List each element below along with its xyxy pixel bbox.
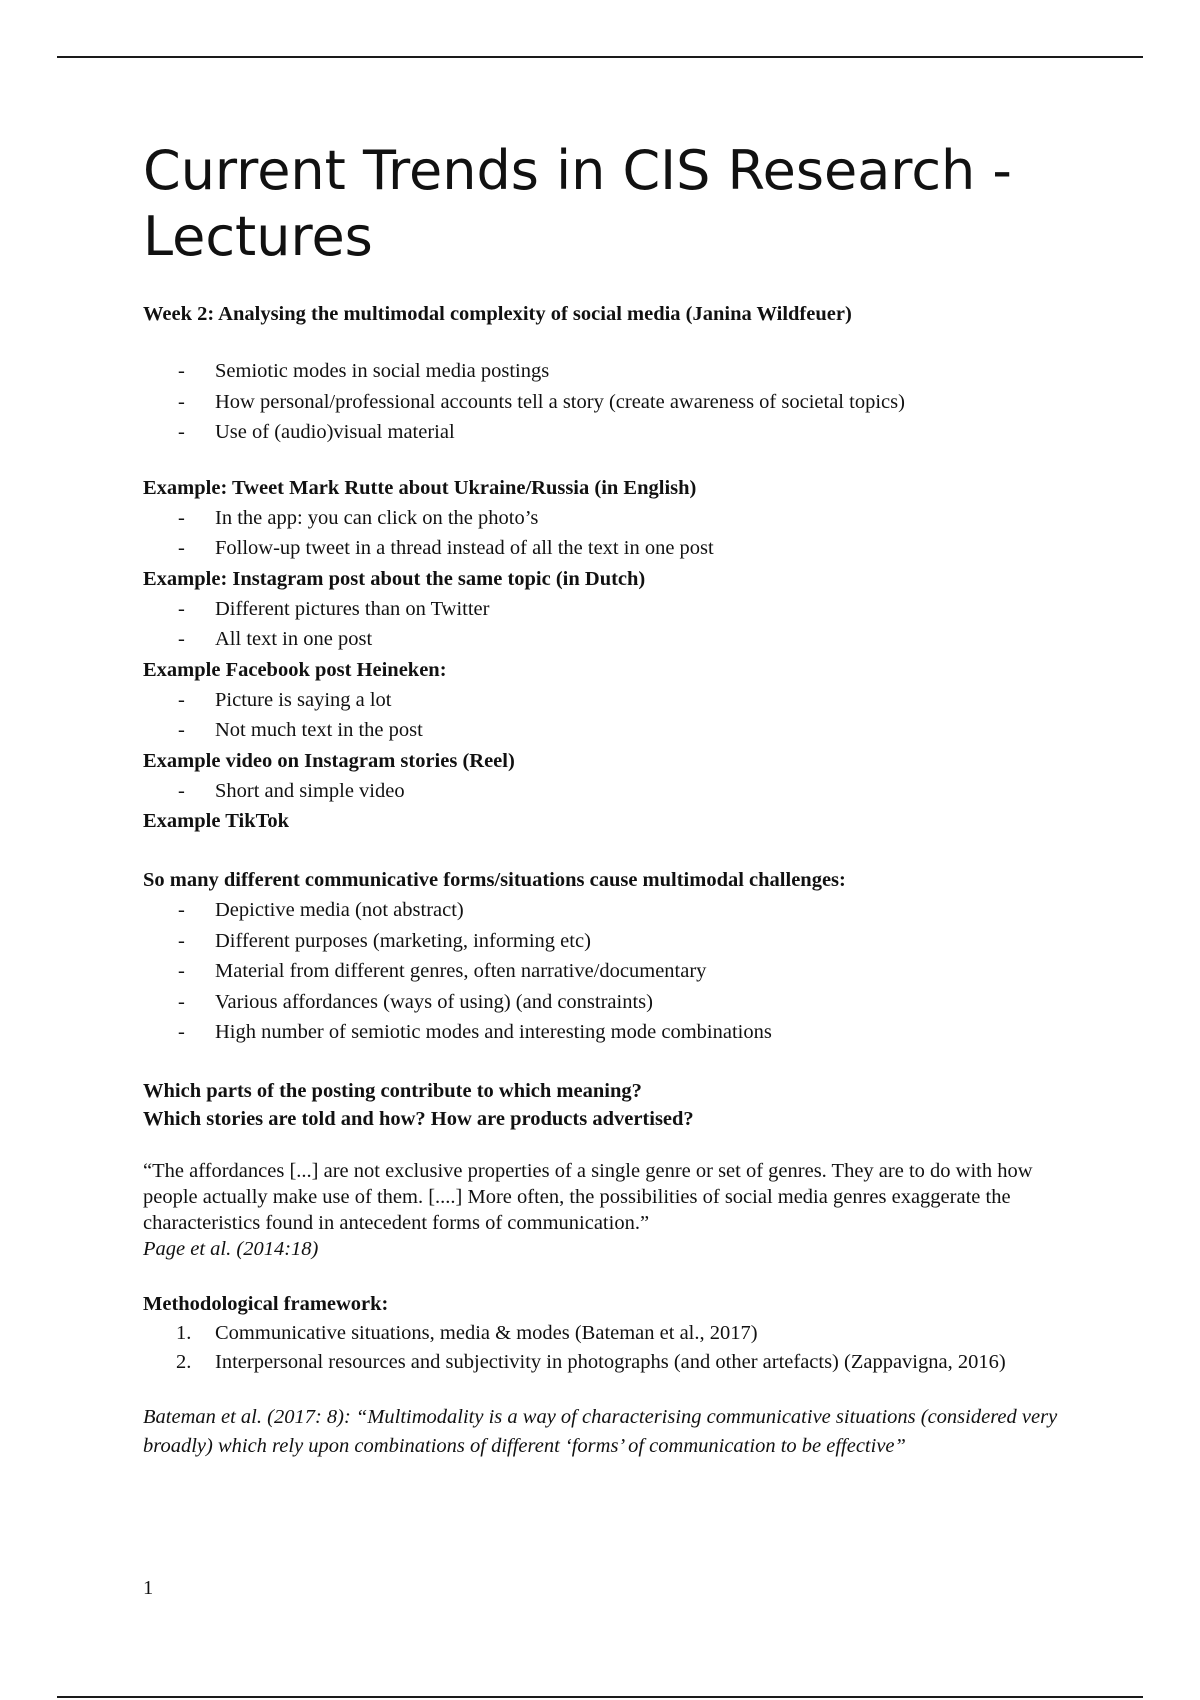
example-heading-reel: Example video on Instagram stories (Reel): [143, 749, 515, 772]
list-item-text: Picture is saying a lot: [215, 688, 392, 711]
list-item-text: Depictive media (not abstract): [215, 899, 464, 921]
example-heading-facebook: Example Facebook post Heineken:: [143, 658, 447, 681]
bullet-marker: -: [178, 421, 185, 443]
list-item-text: Short and simple video: [215, 779, 405, 802]
quote-text: “The affordances [...] are not exclusive properties of a single genre or set of genres. They are to do with how people actually make use of them. [....] More often, the possibilities of social media genres exaggerate the characteristics found in antecedent forms of communication.”: [143, 1159, 1033, 1234]
list-item-text: In the app: you can click on the photo’s: [215, 506, 539, 529]
week-heading: Week 2: Analysing the multimodal complexity of social media (Janina Wildfeuer): [143, 303, 852, 325]
bullet-marker: -: [178, 390, 185, 413]
list-item: [143, 594, 1058, 625]
list-item-text: Material from different genres, often narrative/documentary: [215, 960, 707, 982]
document-page: [143, 138, 1058, 1461]
bullet-marker: -: [178, 1021, 185, 1043]
top-rule: [57, 56, 1143, 58]
list-number: 1.: [176, 1321, 192, 1344]
bullet-marker: -: [178, 719, 185, 741]
bullet-marker: -: [178, 899, 185, 921]
example-bullets-facebook: [143, 685, 1058, 746]
list-item: [143, 895, 1058, 926]
framework-list: [143, 1319, 1058, 1377]
bullet-marker: -: [178, 506, 185, 529]
bullet-marker: -: [178, 360, 185, 382]
bullet-marker: -: [178, 960, 185, 982]
list-item-text: Use of (audio)visual material: [215, 421, 455, 443]
bullet-marker: -: [178, 628, 185, 650]
bullet-marker: -: [178, 929, 185, 952]
list-item: [143, 533, 1058, 564]
list-item-text: Follow-up tweet in a thread instead of all the text in one post: [215, 537, 714, 559]
list-item-text: Semiotic modes in social media postings: [215, 360, 550, 382]
example-bullets-instagram: [143, 594, 1058, 655]
list-item: [143, 956, 1058, 987]
list-item: [143, 1017, 1058, 1048]
list-item: [143, 356, 1058, 387]
list-item-text: Different pictures than on Twitter: [215, 597, 490, 620]
list-item-text: How personal/professional accounts tell a story (create awareness of societal topics): [215, 390, 905, 413]
question-1: Which parts of the posting contribute to which meaning?: [143, 1079, 642, 1102]
example-heading-tweet: Example: Tweet Mark Rutte about Ukraine/Russia (in English): [143, 476, 697, 499]
framework-heading: Methodological framework:: [143, 1292, 389, 1315]
list-item: [143, 926, 1058, 957]
list-item: [143, 417, 1058, 448]
page-title: Current Trends in CIS Research - Lectures: [143, 139, 1012, 268]
intro-bullet-list: [143, 356, 1058, 448]
example-heading-instagram: Example: Instagram post about the same topic (in Dutch): [143, 567, 646, 590]
list-item-text: Different purposes (marketing, informing etc): [215, 929, 591, 952]
bullet-marker: -: [178, 990, 185, 1013]
list-item: [143, 387, 1058, 418]
challenges-bullet-list: [143, 895, 1058, 1048]
list-item: [143, 1319, 1058, 1348]
example-heading-tiktok: Example TikTok: [143, 810, 290, 832]
bullet-marker: -: [178, 779, 185, 802]
bullet-marker: -: [178, 597, 185, 620]
page-number: 1: [143, 1577, 154, 1599]
quote-citation: Page et al. (2014:18): [143, 1237, 319, 1260]
list-item-text: Not much text in the post: [215, 719, 423, 741]
list-item-text: Communicative situations, media & modes (Bateman et al., 2017): [215, 1321, 758, 1344]
bullet-marker: -: [178, 688, 185, 711]
bateman-quote: Bateman et al. (2017: 8): “Multimodality is a way of characterising communicative situations (considered very broadly) which rely upon combinations of different ‘forms’ of communication to be effective”: [143, 1405, 1058, 1457]
bullet-marker: -: [178, 537, 185, 559]
example-bullets-reel: [143, 776, 1058, 807]
question-2: Which stories are told and how? How are products advertised?: [143, 1107, 694, 1130]
list-item: [143, 685, 1058, 716]
list-number: 2.: [176, 1350, 192, 1373]
challenges-heading: So many different communicative forms/situations cause multimodal challenges:: [143, 869, 846, 891]
list-item-text: High number of semiotic modes and interesting mode combinations: [215, 1021, 772, 1043]
list-item: [143, 503, 1058, 534]
list-item: [143, 624, 1058, 655]
bottom-rule: [57, 1696, 1143, 1698]
list-item: [143, 776, 1058, 807]
list-item-text: All text in one post: [215, 628, 373, 650]
list-item-text: Interpersonal resources and subjectivity in photographs (and other artefacts) (Zappavigna, 2016): [215, 1350, 1006, 1373]
list-item: [143, 715, 1058, 746]
list-item: [143, 1348, 1058, 1377]
list-item-text: Various affordances (ways of using) (and constraints): [215, 990, 653, 1013]
example-bullets-tweet: [143, 503, 1058, 564]
list-item: [143, 987, 1058, 1018]
